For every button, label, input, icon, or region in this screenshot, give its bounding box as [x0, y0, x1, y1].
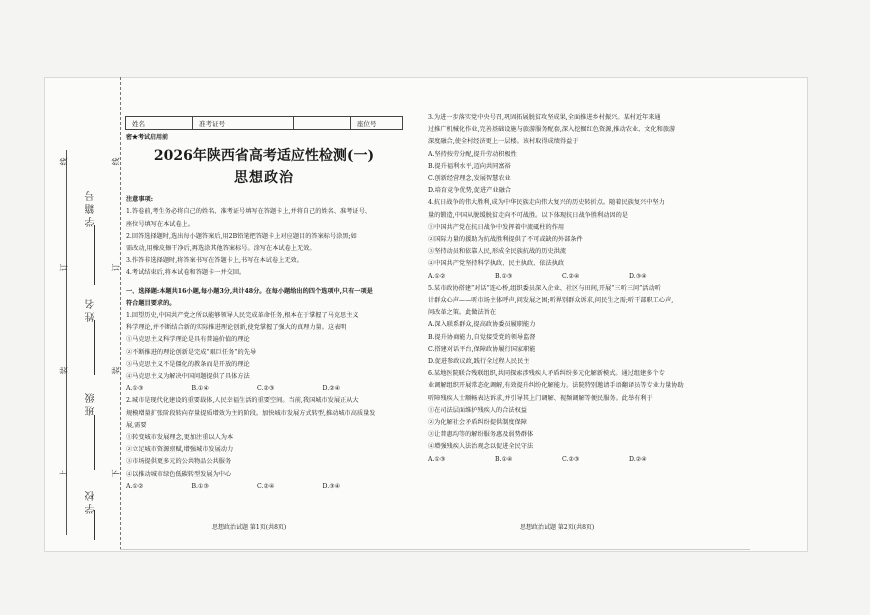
q3-stem: 深度融合,使全村经济更上一层楼。该村取得成绩得益于	[428, 138, 579, 146]
q6-option: ①在司法层面维护残疾人的合法权益	[428, 406, 527, 414]
q2-option: ④以推动城市绿色低碳转型发展为中心	[126, 470, 232, 478]
q2-choice-c[interactable]: C.②④	[257, 482, 275, 490]
q6-stem: 听障残疾人士顺畅表达诉求,并引导其上门调解、视频调解等便民服务。此举有利于	[428, 394, 653, 402]
q5-stem: 5.某市政协搭建“对话”连心桥,组织委员深入企业、社区与田间,开展“三听三问”活动听	[428, 284, 661, 292]
q3-option[interactable]: D.培育竞争优势,促进产业融合	[428, 187, 511, 195]
q3-option[interactable]: A.坚持按劳分配,提升劳动积极性	[428, 150, 517, 158]
q5-stem: 问改革之策。此做法旨在	[428, 309, 497, 317]
q6-option: ②为化解社会矛盾纠纷提供制度保障	[428, 419, 527, 427]
q5-option[interactable]: B.提升协商能力,自觉接受党的领导监督	[428, 333, 536, 341]
seal-char: 订	[59, 263, 69, 272]
q6-stem: 6.某地医院联合残联组织,共同探索涉残疾人矛盾纠纷多元化解新模式。通过组建多个专	[428, 370, 665, 378]
q1-choice-a[interactable]: A.①③	[126, 385, 144, 393]
q6-stem: 业调解组织开展常态化调解,有效提升纠纷化解能力。法院特别邀请手语翻译员等专业力量协助	[428, 382, 684, 390]
page-1-footer: 思想政治试题 第1页(共8页)	[212, 524, 287, 531]
name-cell[interactable]	[126, 117, 193, 129]
q2-option: ①转变城市发展理念,更加注重以人为本	[126, 434, 234, 442]
q2-option: ③市场提供更多元的公共物品公共服务	[126, 458, 232, 466]
q1-option: ③马克思主义不是僵化的教条而是开放的理论	[126, 360, 250, 368]
q6-option: ④增强残疾人法治观念以促进全民守法	[428, 443, 534, 451]
note-line: 需改动,用橡皮擦干净后,再选涂其他答案标号。涂写在本试卷上无效。	[126, 245, 316, 253]
seal-char: 装	[111, 366, 121, 375]
q2-stem: 展,需要	[126, 421, 147, 429]
q1-option: ④马克思主义为解决中国问题提供了具体方法	[126, 373, 250, 381]
subject-title: 思想政治	[234, 170, 294, 187]
note-line: 1.答卷前,考生务必将自己的姓名、准考证号填写在答题卡上,并将自己的姓名、准考证号、	[126, 208, 371, 216]
note-line: 座位号填写在本试卷上。	[126, 220, 195, 228]
q2-choice-d[interactable]: D.③④	[322, 482, 341, 490]
q1-choice-c[interactable]: C.②③	[257, 385, 275, 393]
q2-choices	[126, 481, 402, 493]
name-label: 姓名	[86, 296, 97, 322]
confidential-mark: 密★考试启用前	[126, 134, 169, 141]
q4-choice-a[interactable]: A.①②	[428, 272, 446, 280]
section-heading: 一、选择题:本题共16小题,每小题3分,共计48分。在每小题给出的四个选项中,只有一项是	[126, 287, 373, 295]
binding-strip	[44, 77, 121, 550]
q2-choice-a[interactable]: A.①②	[126, 482, 144, 490]
q2-stem: 2.城市是现代化建设的重要载体,人民幸福生活的重要空间。当前,我国城市发展正从大	[126, 397, 359, 405]
q5-option[interactable]: C.搭建对话平台,保障政协履行国家职能	[428, 345, 536, 353]
q2-option: ②立足城市资源禀赋,增强城市发展动力	[126, 446, 234, 454]
page-2-footer: 思想政治试题 第2页(共8页)	[520, 524, 595, 531]
q6-option: ③让普惠均等的解纷服务惠及弱势群体	[428, 431, 534, 439]
q4-choices	[428, 271, 710, 283]
seal-char: 订	[111, 263, 121, 272]
ticket-blank[interactable]	[294, 117, 351, 129]
q6-choices	[428, 454, 710, 466]
seal-char: 线	[111, 157, 121, 166]
q2-stem: 规模增量扩张阶段转向存量提质增效为主的阶段。加快城市发展方式转型,推动城市高质量发	[126, 409, 376, 417]
ticket-cell[interactable]	[193, 117, 294, 129]
name-cell-label: 姓名	[132, 119, 145, 128]
class-field[interactable]	[94, 415, 95, 470]
page-2-column	[428, 112, 710, 466]
q3-option[interactable]: C.创新经营理念,发展智慧农业	[428, 175, 511, 183]
seal-char: 线	[59, 157, 69, 166]
q1-choice-b[interactable]: B.①④	[191, 385, 210, 393]
q5-stem: 计群众心声——听市场主体呼声,问发展之困;听界别群众诉求,问民生之需;听干部职工心声,	[428, 297, 674, 305]
q3-stem: 过推广机械化作业,完善基础设施与旅游服务配套,深入挖掘红色资源,推动农业、文化和旅游	[428, 126, 676, 134]
q5-option[interactable]: D.促进参政议政,践行全过程人民民主	[428, 358, 530, 366]
q4-choice-b[interactable]: B.①③	[495, 272, 513, 280]
q4-stem: 量的锻造,中国从脱缓脱贫走向不可战胜。以下体现抗日战争胜利动因的是	[428, 211, 628, 219]
seat-cell[interactable]	[351, 117, 402, 129]
school-label: 学校	[86, 488, 97, 514]
student-id-label: 学籍号	[86, 188, 97, 227]
ticket-cell-label: 准考证号	[199, 119, 225, 128]
q1-choices	[126, 383, 402, 395]
exam-title: 2026年陕西省高考适应性检测(一)	[153, 148, 375, 165]
q5-option[interactable]: A.深入联系群众,提高政协委员履职能力	[428, 321, 536, 329]
notes-title: 注意事项:	[126, 196, 154, 204]
q1-choice-d[interactable]: D.②④	[322, 385, 341, 393]
q1-option: ①马克思主义科学理论是具有普遍价值的理论	[126, 336, 250, 344]
q4-option: ②国际力量的援助为抗战胜利提供了不可或缺的外部条件	[428, 236, 583, 244]
seal-char: 上	[59, 469, 69, 478]
q3-option[interactable]: B.提升福利水平,迈向共同富裕	[428, 162, 511, 170]
q4-option: ①中国共产党在抗日战争中发挥着中流砥柱的作用	[428, 223, 565, 231]
seal-char: 下	[111, 469, 121, 478]
class-label: 班级	[86, 390, 97, 416]
note-line: 3.作答非选择题时,将答案书写在答题卡上,书写在本试卷上无效。	[126, 257, 303, 265]
q6-choice-d[interactable]: D.②④	[629, 455, 647, 463]
q6-choice-b[interactable]: B.①④	[495, 455, 513, 463]
q4-stem: 4.抗日战争的伟大胜利,成为中华民族走向伟大复兴的历史转折点。随着民族复兴中坚力	[428, 199, 665, 207]
note-line: 2.回答选择题时,选出每小题答案后,用2B铅笔把答题卡上对应题目的答案标号涂黑;如	[126, 232, 357, 240]
seal-char: 装	[59, 366, 69, 375]
q6-choice-c[interactable]: C.②③	[562, 455, 580, 463]
q2-choice-b[interactable]: B.①③	[191, 482, 210, 490]
candidate-info-row	[125, 116, 403, 130]
q6-choice-a[interactable]: A.①③	[428, 455, 446, 463]
q3-stem: 3.为进一步落实党中央号召,巩固拓展脱贫攻坚成果,全面推进乡村振兴。某村近年来通	[428, 114, 661, 121]
q1-stem: 科学理论,并不断结合新的实际推进理论创新,使党掌握了强大的真理力量。这表明	[126, 324, 347, 332]
q4-option: ③坚持动员和依靠人民,形成全民族抗战的历史洪流	[428, 248, 567, 256]
q1-stem: 1.回望历史,中国共产党之所以能够领导人民完成革命任务,根本在于掌握了马克思主义	[126, 312, 359, 320]
q4-choice-d[interactable]: D.③④	[629, 272, 647, 280]
q1-option: ②不断推进的理论创新是完成“艰巨任务”的先导	[126, 348, 257, 356]
student-id-field[interactable]	[94, 225, 95, 285]
name-field[interactable]	[94, 320, 95, 375]
school-field[interactable]	[94, 510, 95, 540]
seat-cell-label: 座位号	[357, 119, 377, 128]
section-heading-cont: 符合题目要求的。	[126, 299, 176, 307]
bottom-rule	[120, 549, 750, 550]
q4-option: ④中国共产党坚持科学执政、民主执政、依法执政	[428, 260, 565, 268]
q4-choice-c[interactable]: C.②④	[562, 272, 580, 280]
note-line: 4.考试结束后,将本试卷和答题卡一并交回。	[126, 269, 246, 277]
page-1-column	[126, 132, 402, 493]
